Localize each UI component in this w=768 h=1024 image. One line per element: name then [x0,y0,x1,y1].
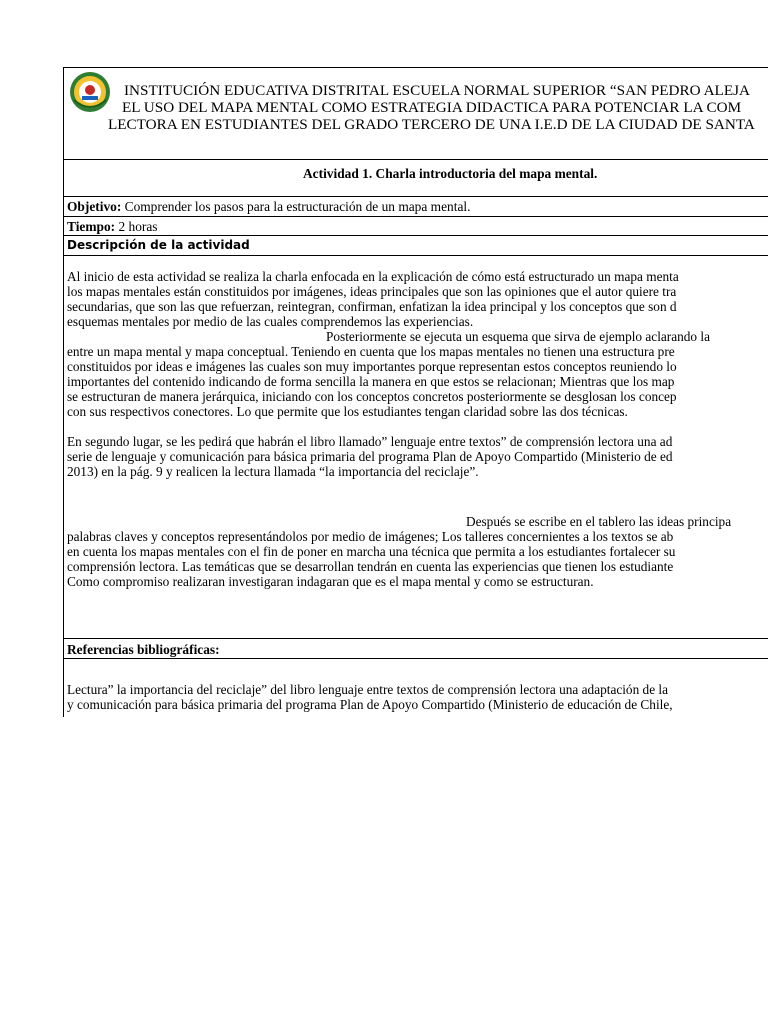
reference-line: y comunicación para básica primaria del programa Plan de Apoyo Compartido (Ministerio de educación de Chile, [67,697,673,712]
description-line: se estructuran de manera jerárquica, iniciando con los conceptos concretos posteriormente se desglosan los concep [67,389,677,404]
description-line: esquemas mentales por medio de las cuales comprendemos las experiencias. [67,314,474,329]
activity-title: Actividad 1. Charla introductoria del mapa mental. [303,166,598,181]
description-label-row [64,236,768,256]
objective-label: Objetivo: [67,199,122,214]
time-row [64,217,768,236]
description-body [64,256,768,639]
description-line: secundarias, que son las que refuerzan, reintegran, confirman, enfatizan la idea principal y los conceptos que son d [67,299,677,314]
description-line: Como compromiso realizaran investigaran indagaran que es el mapa mental y como se estructuran. [67,574,594,589]
activity-table [63,67,768,717]
header-row [64,68,768,160]
description-line: 2013) en la pág. 9 y realicen la lectura llamada “la importancia del reciclaje”. [67,464,479,479]
objective-text: Comprender los pasos para la estructuración de un mapa mental. [121,199,471,214]
reference-line: Lectura” la importancia del reciclaje” del libro lenguaje entre textos de comprensión lectora una adaptación de la [67,682,669,697]
objective-row [64,197,768,217]
header-line-1: INSTITUCIÓN EDUCATIVA DISTRITAL ESCUELA NORMAL SUPERIOR “SAN PEDRO ALEJA [124,82,750,99]
description-line: palabras claves y conceptos representándolos por medio de imágenes; Los talleres concernientes a los textos se ab [67,529,674,544]
header-line-3: LECTORA EN ESTUDIANTES DEL GRADO TERCERO DE UNA I.E.D DE LA CIUDAD DE SANTA [108,116,755,133]
time-label: Tiempo: [67,219,116,234]
description-line: serie de lenguaje y comunicación para básica primaria del programa Plan de Apoyo Compartido (Ministerio de ed [67,449,673,464]
description-line: constituidos por ideas e imágenes las cuales son muy importantes porque representan estos conceptos reuniendo lo [67,359,677,374]
description-line: en cuenta los mapas mentales con el fin de poner en marcha una técnica que permita a los estudiantes fortalecer su [67,544,676,559]
description-line: entre un mapa mental y mapa conceptual. Teniendo en cuenta que los mapas mentales no tienen una estructura pre [67,344,675,359]
description-line: Después se escribe en el tablero las ideas principa [466,514,732,529]
references-body [64,659,768,717]
description-line: importantes del contenido indicando de forma sencilla la manera en que estos se relacionan; Mientras que los map [67,374,675,389]
description-line: En segundo lugar, se les pedirá que habrán el libro llamado” lenguaje entre textos” de comprensión lectora una ad [67,434,673,449]
objective-line [67,199,470,215]
description-line: comprensión lectora. Las temáticas que se desarrollan tendrán en cuenta las experiencias que tienen los estudiante [67,559,674,574]
references-label-row [64,639,768,659]
time-text: 2 horas [115,219,158,234]
description-line: con sus respectivos conectores. Lo que permite que los estudiantes tengan claridad sobre las dos técnicas. [67,404,628,419]
description-line: Al inicio de esta actividad se realiza la charla enfocada en la explicación de cómo está estructurado un mapa menta [67,269,679,284]
description-label: Descripción de la actividad [67,238,250,252]
description-line: Posteriormente se ejecuta un esquema que sirva de ejemplo aclarando la [326,329,710,344]
references-label: Referencias bibliográficas: [67,642,220,657]
school-seal-icon [68,70,112,114]
time-line [67,219,158,235]
header-line-2: EL USO DEL MAPA MENTAL COMO ESTRATEGIA DIDACTICA PARA POTENCIAR LA COM [122,99,742,116]
description-line: los mapas mentales están constituidos por imágenes, ideas principales que son las opiniones que el autor quiere tra [67,284,677,299]
references-label-line [67,642,220,658]
activity-title-row [64,160,768,197]
